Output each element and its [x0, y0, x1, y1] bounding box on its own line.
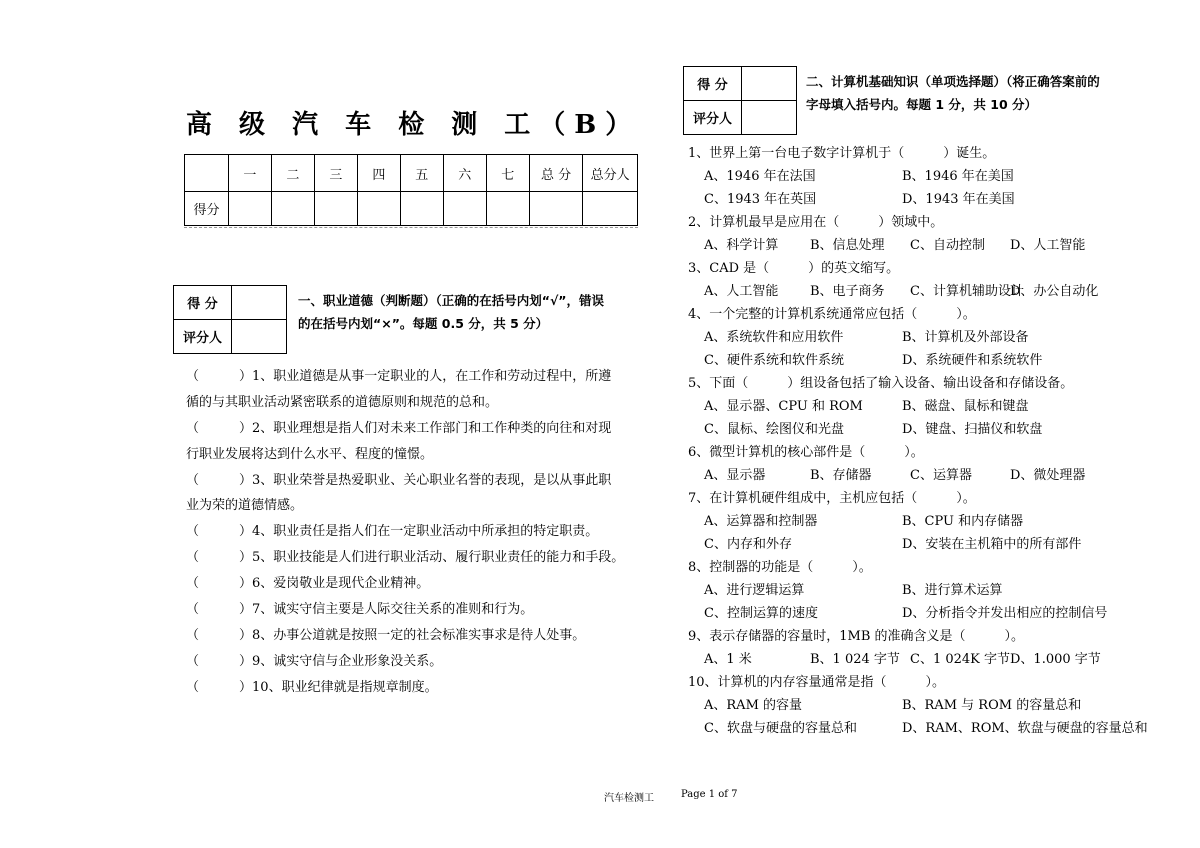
summary-header-cell: 七	[486, 155, 529, 192]
option-row	[688, 464, 1158, 487]
footer-title: 汽车检测工	[604, 793, 654, 804]
option-a[interactable]: A、科学计算	[704, 238, 779, 253]
option-row	[688, 234, 1158, 257]
section1-heading	[298, 289, 648, 335]
choice-question: 1、世界上第一台电子数字计算机于（ ）诞生。	[688, 146, 996, 161]
option-row	[688, 602, 1158, 625]
option-row	[688, 280, 1158, 303]
summary-header-cell: 总 分	[529, 155, 583, 192]
option-b[interactable]: B、磁盘、鼠标和键盘	[902, 399, 1029, 414]
answer-paren-open: （	[186, 602, 200, 618]
summary-header-cell: 六	[443, 155, 486, 192]
option-a[interactable]: A、1 米	[704, 652, 752, 667]
question-text: 9、诚实守信与企业形象没关系。	[252, 653, 443, 669]
option-b[interactable]: B、电子商务	[810, 284, 885, 299]
summary-header-cell: 四	[357, 155, 400, 192]
option-b[interactable]: B、存储器	[810, 468, 872, 483]
option-a[interactable]: A、显示器、CPU 和 ROM	[704, 399, 863, 414]
option-a[interactable]: A、运算器和控制器	[704, 514, 818, 529]
score-label: 得 分	[684, 67, 742, 101]
answer-paren-close: ）	[239, 602, 253, 618]
score-cell[interactable]	[742, 67, 797, 101]
option-c[interactable]: C、运算器	[910, 468, 972, 483]
question-continuation	[186, 390, 646, 416]
option-d[interactable]: D、键盘、扫描仪和软盘	[902, 422, 1043, 437]
option-a[interactable]: A、系统软件和应用软件	[704, 330, 844, 345]
judgment-question	[186, 364, 646, 390]
question-text: 循的与其职业活动紧密联系的道德原则和规范的总和。	[186, 394, 499, 410]
option-c[interactable]: C、软盘与硬盘的容量总和	[704, 721, 857, 736]
option-d[interactable]: D、微处理器	[1010, 468, 1086, 483]
choice-question: 4、一个完整的计算机系统通常应包括（ ）。	[688, 307, 976, 322]
option-d[interactable]: D、分析指令并发出相应的控制信号	[902, 606, 1108, 621]
option-d[interactable]: D、系统硬件和系统软件	[902, 353, 1043, 368]
answer-paren-open: （	[186, 550, 200, 566]
summary-header-cell: 一	[228, 155, 271, 192]
answer-paren-open: （	[186, 653, 200, 669]
option-c[interactable]: C、1 024K 字节	[910, 652, 1011, 667]
option-a[interactable]: A、RAM 的容量	[704, 698, 803, 713]
section1-score-box	[173, 285, 287, 354]
option-d[interactable]: D、1.000 字节	[1010, 652, 1101, 667]
answer-paren-open: （	[186, 679, 200, 695]
option-c[interactable]: C、硬件系统和软件系统	[704, 353, 844, 368]
summary-row-label: 得分	[185, 192, 229, 226]
judgment-question	[186, 545, 646, 571]
answer-paren-close: ）	[239, 524, 253, 540]
answer-paren-open: （	[186, 576, 200, 592]
question-text: 行职业发展将达到什么水平、程度的憧憬。	[186, 446, 434, 462]
option-b[interactable]: B、1946 年在美国	[902, 169, 1014, 184]
option-a[interactable]: A、人工智能	[704, 284, 779, 299]
section2-questions	[688, 142, 1158, 740]
option-a[interactable]: A、1946 年在法国	[704, 169, 816, 184]
answer-paren-close: ）	[239, 369, 253, 384]
answer-paren-open: （	[186, 524, 200, 540]
question-text: 10、职业纪律就是指规章制度。	[252, 679, 438, 695]
option-d[interactable]: D、人工智能	[1010, 238, 1086, 253]
section2-score-box	[683, 66, 797, 135]
choice-question: 9、表示存储器的容量时，1MB 的准确含义是（ ）。	[688, 629, 1025, 644]
question-text: 1、职业道德是从事一定职业的人，在工作和劳动过程中，所遵	[252, 369, 612, 384]
judgment-question	[186, 675, 646, 701]
choice-question: 5、下面（ ）组设备包括了输入设备、输出设备和存储设备。	[688, 376, 1074, 391]
option-row	[688, 188, 1158, 211]
question-text: 3、职业荣誉是热爱职业、关心职业名誉的表现，是以从事此职	[252, 472, 612, 488]
choice-question: 7、在计算机硬件组成中，主机应包括（ ）。	[688, 491, 976, 506]
summary-score-cell[interactable]	[228, 192, 271, 226]
summary-score-row	[185, 192, 638, 226]
summary-header-cell: 总分人	[583, 155, 638, 192]
option-c[interactable]: C、内存和外存	[704, 537, 792, 552]
option-c[interactable]: C、自动控制	[910, 238, 985, 253]
summary-score-cell[interactable]	[400, 192, 443, 226]
option-d[interactable]: D、安装在主机箱中的所有部件	[902, 537, 1082, 552]
judgment-question	[186, 649, 646, 675]
answer-paren-open: （	[186, 627, 200, 643]
choice-question: 3、CAD 是（ ）的英文缩写。	[688, 261, 900, 276]
option-row	[688, 694, 1158, 717]
question-text: 4、职业责任是指人们在一定职业活动中所承担的特定职责。	[252, 524, 599, 540]
exam-title: 高 级 汽 车 检 测 工（B）	[186, 110, 641, 140]
choice-question: 6、微型计算机的核心部件是（ ）。	[688, 445, 924, 460]
answer-paren-open: （	[186, 369, 200, 384]
question-continuation	[186, 442, 646, 468]
page-number: Page 1 of 7	[681, 789, 738, 800]
option-row	[688, 349, 1158, 372]
choice-question: 8、控制器的功能是（ ）。	[688, 560, 872, 575]
option-c[interactable]: C、控制运算的速度	[704, 606, 818, 621]
answer-paren-open: （	[186, 472, 200, 488]
summary-score-cell[interactable]	[357, 192, 400, 226]
grader-cell[interactable]	[742, 101, 797, 135]
option-row	[688, 326, 1158, 349]
grader-label: 评分人	[174, 320, 232, 354]
divider	[184, 227, 638, 228]
section1-heading-line2: 的在括号内划“×”。每题 0.5 分，共 5 分）	[298, 316, 549, 331]
answer-paren-close: ）	[239, 576, 253, 592]
option-d[interactable]: D、RAM、ROM、软盘与硬盘的容量总和	[902, 721, 1148, 736]
answer-paren-close: ）	[239, 627, 253, 643]
option-b[interactable]: B、CPU 和内存储器	[902, 514, 1024, 529]
option-row	[688, 533, 1158, 556]
question-text: 7、诚实守信主要是人际交往关系的准则和行为。	[252, 602, 534, 618]
option-b[interactable]: B、1 024 字节	[810, 652, 900, 667]
option-b[interactable]: B、RAM 与 ROM 的容量总和	[902, 698, 1082, 713]
question-continuation	[186, 493, 646, 519]
option-b[interactable]: B、计算机及外部设备	[902, 330, 1029, 345]
section2-heading	[806, 70, 1166, 116]
option-row	[688, 579, 1158, 602]
question-text: 2、职业理想是指人们对未来工作部门和工作种类的向往和对现	[252, 420, 612, 436]
question-text: 6、爱岗敬业是现代企业精神。	[252, 576, 430, 592]
summary-header-row	[185, 155, 638, 192]
question-text: 业为荣的道德情感。	[186, 498, 304, 514]
option-d[interactable]: D、1943 年在美国	[902, 192, 1015, 207]
section2-heading-line1: 二、计算机基础知识（单项选择题）（将正确答案前的	[806, 74, 1100, 89]
option-c[interactable]: C、计算机辅助设计	[910, 284, 1024, 299]
summary-header-cell	[185, 155, 229, 192]
answer-paren-close: ）	[239, 472, 253, 488]
option-c[interactable]: C、鼠标、绘图仪和光盘	[704, 422, 844, 437]
option-row	[688, 648, 1158, 671]
question-text: 8、办事公道就是按照一定的社会标准实事求是待人处事。	[252, 627, 586, 643]
answer-paren-close: ）	[239, 679, 253, 695]
answer-paren-close: ）	[239, 653, 253, 669]
judgment-question	[186, 468, 646, 494]
grader-cell[interactable]	[232, 320, 287, 354]
option-a[interactable]: A、显示器	[704, 468, 766, 483]
grader-label: 评分人	[684, 101, 742, 135]
question-text: 5、职业技能是人们进行职业活动、履行职业责任的能力和手段。	[252, 550, 625, 566]
option-d[interactable]: D、办公自动化	[1010, 284, 1099, 299]
option-row	[688, 395, 1158, 418]
section1-heading-line1: 一、职业道德（判断题）（正确的在括号内划“√”，错误	[298, 293, 605, 308]
option-b[interactable]: B、进行算术运算	[902, 583, 1003, 598]
summary-score-cell[interactable]	[314, 192, 357, 226]
summary-header-cell: 五	[400, 155, 443, 192]
judgment-question	[186, 623, 646, 649]
summary-score-cell[interactable]	[271, 192, 314, 226]
option-b[interactable]: B、信息处理	[810, 238, 885, 253]
answer-paren-close: ）	[239, 420, 253, 436]
summary-header-cell: 二	[271, 155, 314, 192]
option-row	[688, 165, 1158, 188]
summary-score-cell[interactable]	[583, 192, 638, 226]
summary-score-cell[interactable]	[529, 192, 583, 226]
section1-questions	[186, 364, 646, 701]
option-c[interactable]: C、1943 年在英国	[704, 192, 817, 207]
score-cell[interactable]	[232, 286, 287, 320]
option-row	[688, 717, 1158, 740]
score-label: 得 分	[174, 286, 232, 320]
judgment-question	[186, 571, 646, 597]
option-row	[688, 418, 1158, 441]
choice-question: 2、计算机最早是应用在（ ）领域中。	[688, 215, 944, 230]
option-row	[688, 510, 1158, 533]
score-summary-table	[184, 154, 638, 226]
summary-score-cell[interactable]	[443, 192, 486, 226]
summary-header-cell: 三	[314, 155, 357, 192]
answer-paren-close: ）	[239, 550, 253, 566]
option-a[interactable]: A、进行逻辑运算	[704, 583, 805, 598]
judgment-question	[186, 416, 646, 442]
choice-question: 10、计算机的内存容量通常是指（ ）。	[688, 675, 946, 690]
judgment-question	[186, 519, 646, 545]
judgment-question	[186, 597, 646, 623]
summary-score-cell[interactable]	[486, 192, 529, 226]
answer-paren-open: （	[186, 420, 200, 436]
section2-heading-line2: 字母填入括号内。每题 1 分，共 10 分）	[806, 97, 1038, 112]
